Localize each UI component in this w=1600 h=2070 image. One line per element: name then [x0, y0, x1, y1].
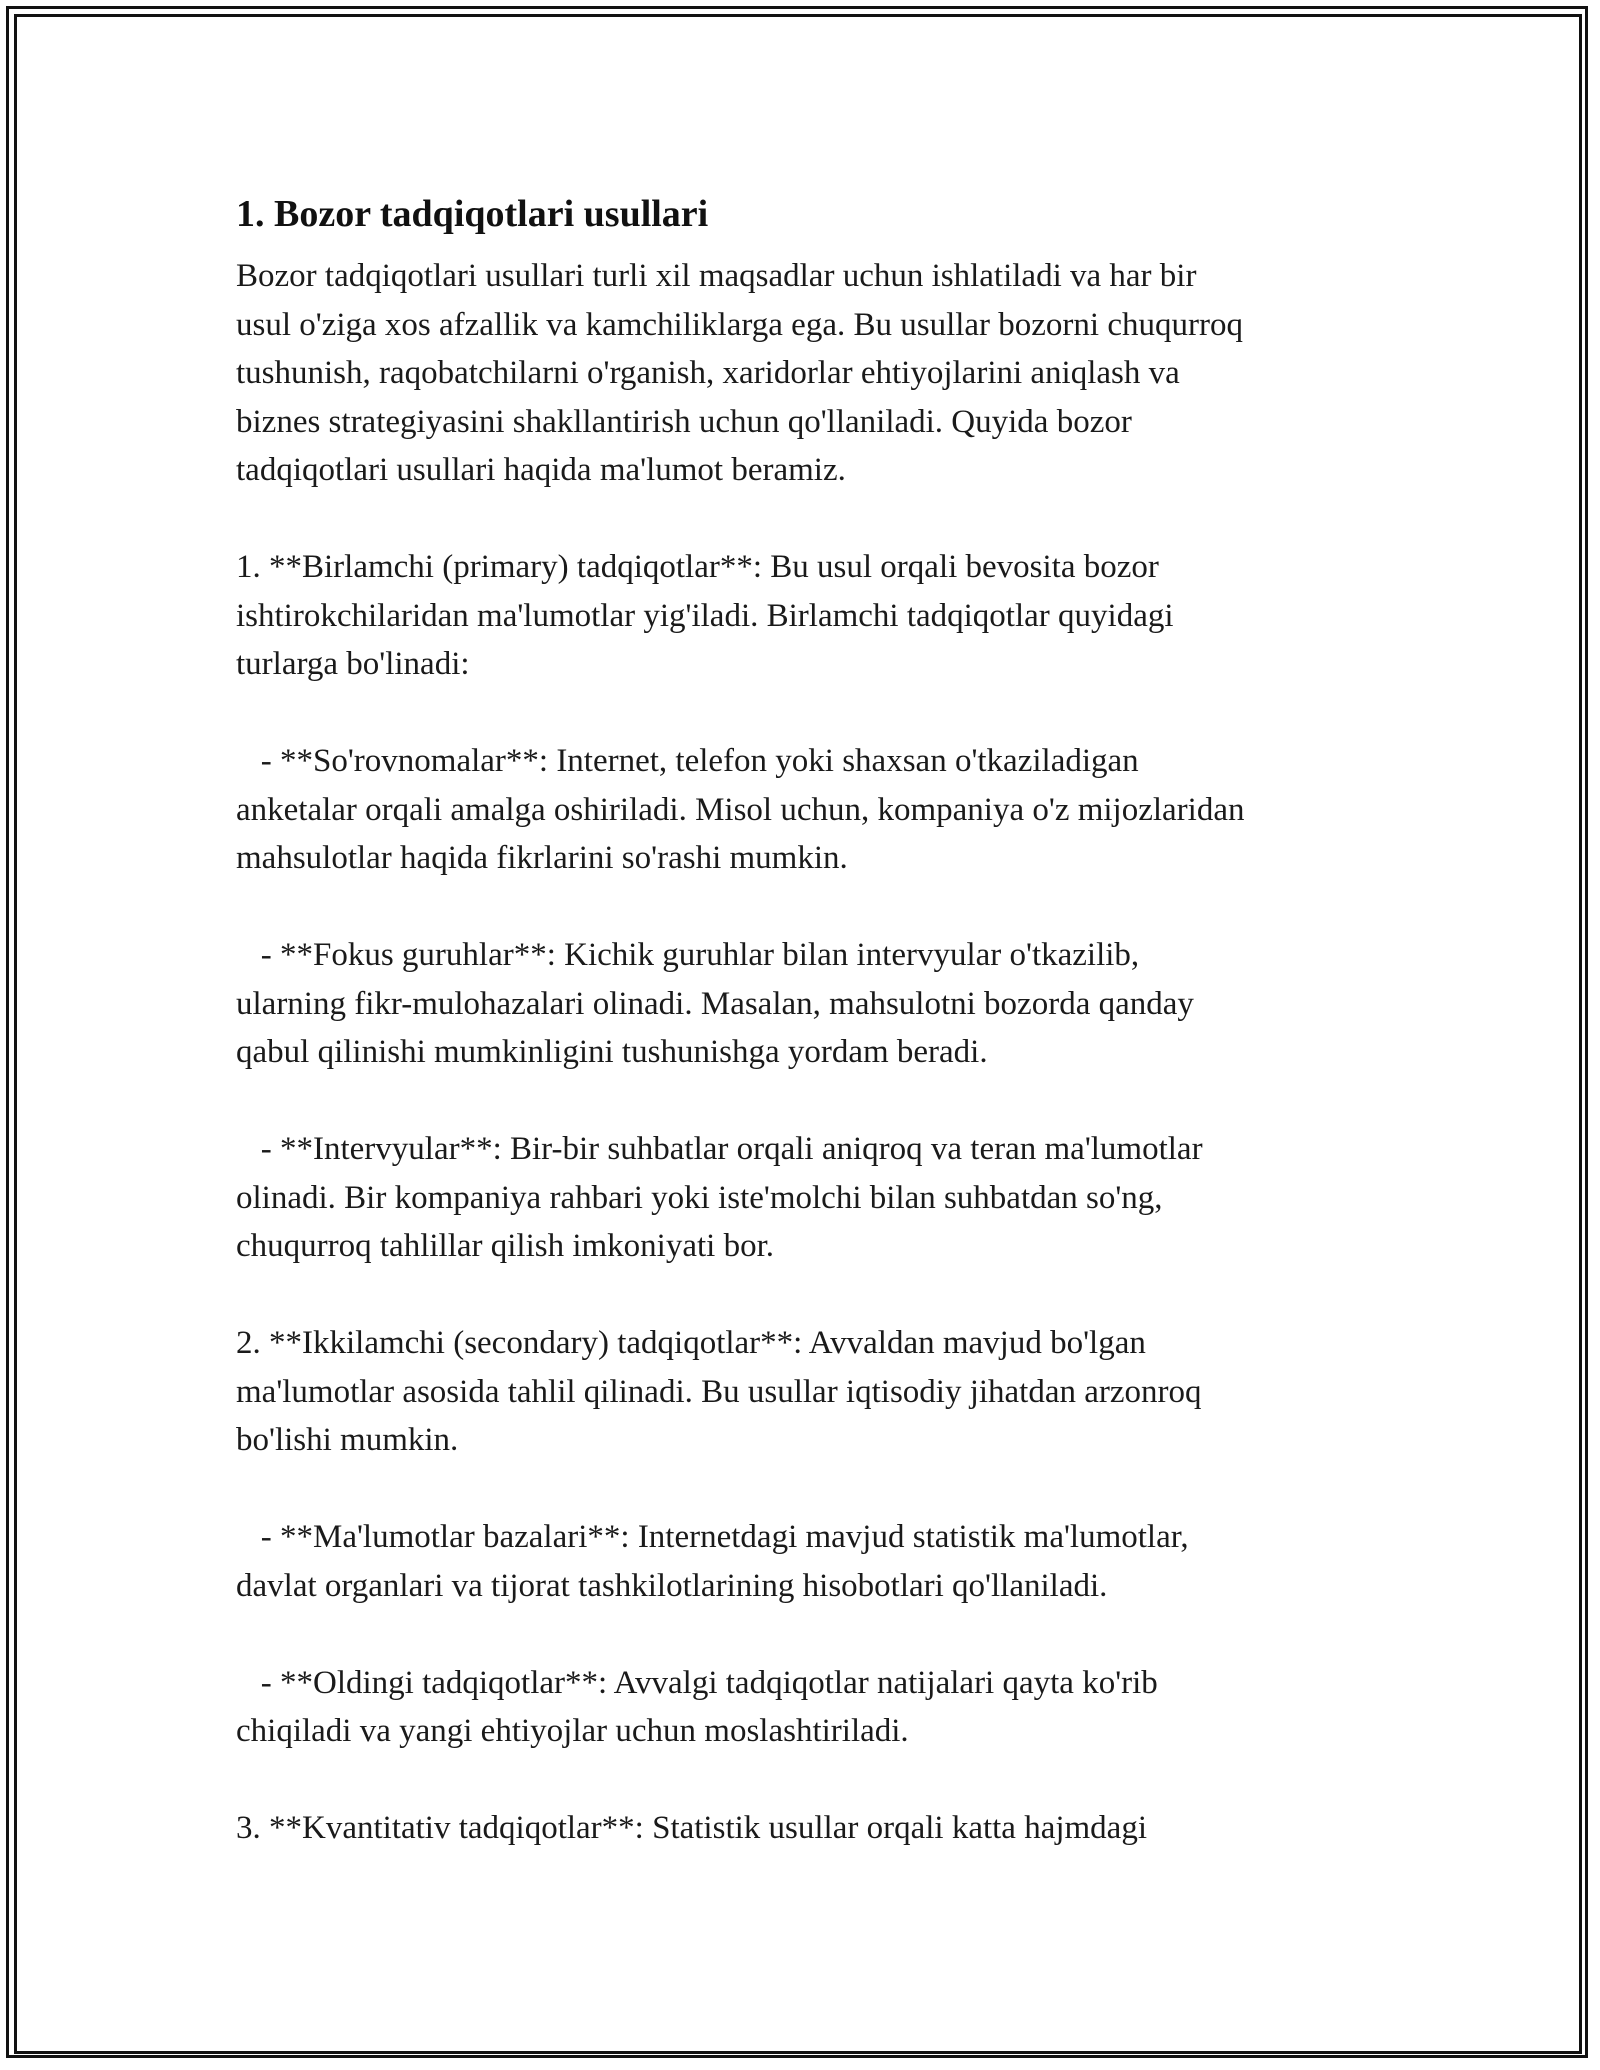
title-spacer: [236, 242, 1386, 252]
interviews-list-item: - **Intervyular**: Bir-bir suhbatlar orqali aniqroq va teran ma'lumotlar olinadi. Bir kompaniya rahbari yoki iste'molchi bilan suhbatdan so'ng, chuqurroq tahlillar qilish imkoniyati bor.: [236, 1131, 1203, 1264]
focus-groups-list-item: - **Fokus guruhlar**: Kichik guruhlar bilan intervyular o'tkazilib, ularning fikr-mulohazalari olinadi. Masalan, mahsulotni bozorda qanday qabul qilinishi mumkinligini tushunishga yordam beradi.: [236, 937, 1194, 1070]
paragraph-spacer: [236, 1610, 1386, 1659]
previous-research-list-item: - **Oldingi tadqiqotlar**: Avvalgi tadqiqotlar natijalari qayta ko'rib chiqiladi va yangi ehtiyojlar uchun moslashtiriladi.: [236, 1664, 1158, 1749]
quantitative-research-paragraph: 3. **Kvantitativ tadqiqotlar**: Statistik usullar orqali katta hajmdagi: [236, 1810, 1147, 1846]
document-title: 1. Bozor tadqiqotlari usullari: [236, 193, 709, 235]
paragraph-spacer: [236, 689, 1386, 738]
primary-research-paragraph: 1. **Birlamchi (primary) tadqiqotlar**: Bu usul orqali bevosita bozor ishtirokchilaridan ma'lumotlar yig'iladi. Birlamchi tadqiqotlar quyidagi turlarga bo'linadi:: [236, 549, 1174, 682]
databases-list-item: - **Ma'lumotlar bazalari**: Internetdagi mavjud statistik ma'lumotlar, davlat organlari va tijorat tashkilotlarining hisobotlari qo'llaniladi.: [236, 1519, 1189, 1604]
paragraph-spacer: [236, 1271, 1386, 1320]
document-body: [236, 186, 1386, 1853]
surveys-list-item: - **So'rovnomalar**: Internet, telefon yoki shaxsan o'tkaziladigan anketalar orqali amalga oshiriladi. Misol uchun, kompaniya o'z mijozlaridan mahsulotlar haqida fikrlarini so'rashi mumkin.: [236, 743, 1245, 876]
paragraph-spacer: [236, 1465, 1386, 1514]
secondary-research-paragraph: 2. **Ikkilamchi (secondary) tadqiqotlar**: Avvaldan mavjud bo'lgan ma'lumotlar asosida tahlil qilinadi. Bu usullar iqtisodiy jihatdan arzonroq bo'lishi mumkin.: [236, 1325, 1202, 1458]
paragraph-spacer: [236, 1077, 1386, 1126]
paragraph-spacer: [236, 495, 1386, 544]
paragraph-spacer: [236, 883, 1386, 932]
paragraph-spacer: [236, 1756, 1386, 1805]
intro-paragraph: Bozor tadqiqotlari usullari turli xil maqsadlar uchun ishlatiladi va har bir usul o'ziga xos afzallik va kamchiliklarga ega. Bu usullar bozorni chuqurroq tushunish, raqobatchilarni o'rganish, xaridorlar ehtiyojlarini aniqlash va biznes strategiyasini shakllantirish uchun qo'llaniladi. Quyida bozor tadqiqotlari usullari haqida ma'lumot beramiz.: [236, 258, 1243, 488]
